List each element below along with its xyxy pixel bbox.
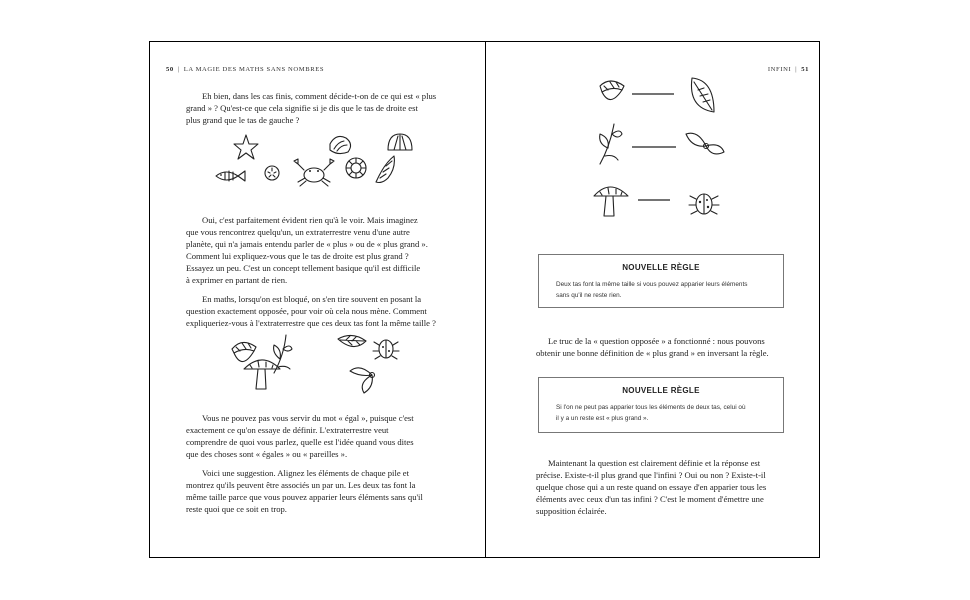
seashell-icon [330, 136, 351, 153]
running-head-right: INFINI | 51 [767, 66, 809, 73]
paragraph: Maintenant la question est clairement définie et la réponse est précise. Existe-t-il plus grand que l'infini ? Oui ou non ? Existe-t-il quelque chose qui a un reste quand on essaye d'en apparier tous les éléments avec ceux d'un tas infini ? C'est le moment d'émettre une supposition éclairée. [536, 458, 767, 517]
sand-dollar-icon [265, 166, 279, 180]
scallop-icon [388, 134, 412, 150]
right-page [485, 42, 821, 557]
twig-icon [274, 335, 292, 373]
book-spread [149, 41, 820, 558]
starfish-icon [234, 135, 258, 159]
running-title: INFINI [767, 66, 792, 73]
page-number: 51 [801, 66, 809, 73]
twig-icon [600, 124, 622, 164]
mushroom-icon [594, 187, 628, 216]
forest-items-illustration [228, 331, 403, 397]
paragraph: Voici une suggestion. Alignez les éléments de chaque pile et montrez qu'ils peuvent être associés un par un. Les deux tas font la même taille parce que vous pouvez apparier leurs éléments sans qu'il reste quoi que ce soit en trop. [186, 468, 423, 515]
sea-creatures-illustration [208, 130, 420, 196]
paragraph: En maths, lorsqu'on est bloqué, on s'en tire souvent en posant la question exactement opposée, pour voir où cela nous mène. Comment expliqueriez-vous à l'extraterrestre que ces deux tas font la même taille ? [186, 294, 436, 329]
sea-urchin-icon [346, 158, 366, 178]
running-head-left: 50 | LA MAGIE DES MATHS SANS NOMBRES [166, 66, 325, 73]
leaf-icon [691, 78, 714, 112]
running-title: LA MAGIE DES MATHS SANS NOMBRES [183, 66, 325, 73]
paragraph: Oui, c'est parfaitement évident rien qu'à le voir. Mais imaginez que vous rencontrez quelqu'un, un extraterrestre venu d'une autre planète, qui n'a jamais entendu parler de « plus » ou de « plus grand ». Comment lui expliquez-vous que le tas de droite est plus grand ? Essayez un peu. C'est un concept tellement basique qu'il est difficile à exprimer en partant de rien. [186, 215, 428, 286]
conch-icon [376, 156, 394, 183]
beetle-icon [373, 340, 399, 359]
acorn-icon [232, 342, 256, 361]
rule-box [538, 377, 784, 433]
acorn-icon [600, 81, 624, 100]
rule-box [538, 254, 784, 308]
maple-seed-icon [686, 133, 724, 154]
rule-text: Deux tas font la même taille si vous pouvez apparier leurs éléments sans qu'il ne reste rien. [556, 281, 748, 299]
leaf-icon [338, 335, 366, 346]
pairing-illustration [588, 72, 728, 222]
crab-icon [294, 159, 334, 186]
fish-icon [216, 171, 245, 181]
rule-title: NOUVELLE RÈGLE [622, 263, 700, 272]
rule-title: NOUVELLE RÈGLE [622, 386, 700, 395]
paragraph: Vous ne pouvez pas vous servir du mot « égal », puisque c'est exactement ce qu'on essaye de définir. L'extraterrestre veut comprendre de quoi vous parlez, quelle est l'idée quand vous dites que des choses sont « égales » ou « pareilles ». [186, 413, 414, 460]
page-number: 50 [166, 66, 174, 73]
rule-text: Si l'on ne peut pas apparier tous les éléments de deux tas, celui où il y a un reste est « plus grand ». [556, 404, 746, 422]
paragraph: Eh bien, dans les cas finis, comment décide-t-on de ce qui est « plus grand » ? Qu'est-ce que cela signifie si je dis que le tas de droite est plus grand que le tas de gauche ? [186, 91, 437, 126]
left-page [150, 42, 485, 557]
maple-seed-icon [350, 368, 375, 393]
beetle-icon [689, 194, 719, 214]
paragraph: Le truc de la « question opposée » a fonctionné : nous pouvons obtenir une bonne définition de « plus grand » en inversant la règle. [536, 336, 769, 359]
mushroom-icon [244, 360, 280, 389]
